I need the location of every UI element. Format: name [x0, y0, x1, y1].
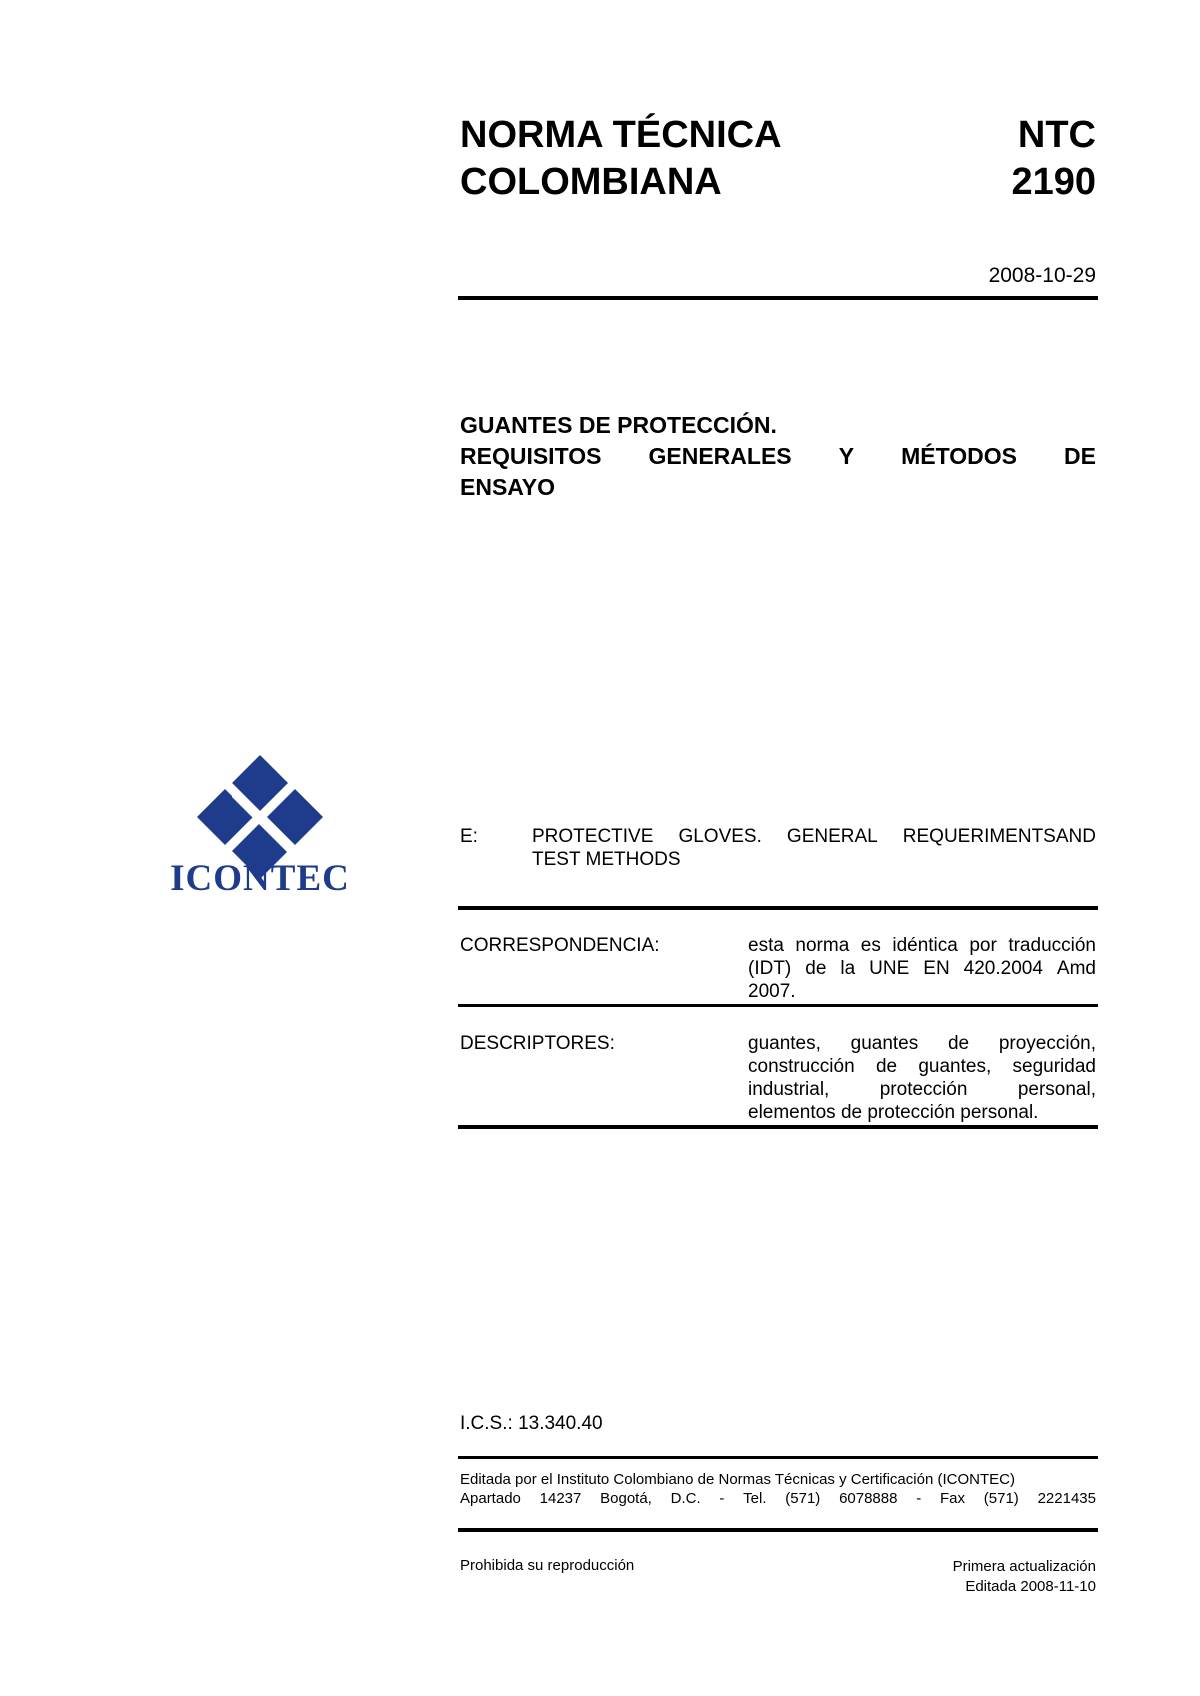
word: de — [875, 1056, 898, 1077]
word: - — [916, 1490, 922, 1507]
descriptores-divider — [458, 1125, 1098, 1129]
word: construcción — [748, 1056, 855, 1077]
icontec-logo — [170, 755, 350, 905]
word: protección — [879, 1079, 968, 1100]
word: guantes, — [748, 1033, 821, 1054]
publisher-divider — [458, 1528, 1098, 1532]
word: proyección, — [998, 1033, 1096, 1054]
word: seguridad — [1012, 1056, 1096, 1077]
document-title — [460, 410, 1096, 503]
word: Fax — [940, 1490, 966, 1507]
word: idéntica — [892, 935, 958, 956]
edition-update: Primera actualización — [952, 1558, 1096, 1575]
standard-code-number: 2190 — [1011, 161, 1096, 203]
correspondencia-label: CORRESPONDENCIA: — [460, 935, 660, 956]
title-line-1: GUANTES DE PROTECCIÓN. — [460, 412, 777, 438]
word: Y — [838, 443, 855, 469]
correspondencia-value — [748, 934, 1096, 1003]
word: PROTECTIVE — [532, 826, 654, 847]
word: norma — [795, 935, 850, 956]
icontec-wordmark: ICONTEC — [170, 858, 350, 899]
word: de — [805, 958, 827, 979]
english-label: E: — [460, 826, 478, 847]
word: de — [947, 1033, 970, 1054]
word: DE — [1064, 443, 1096, 469]
ics-code: I.C.S.: 13.340.40 — [460, 1413, 603, 1434]
standard-type-line1: NORMA TÉCNICA — [460, 114, 782, 156]
descriptores-value — [748, 1032, 1096, 1124]
english-divider — [458, 906, 1098, 910]
word: Apartado — [460, 1490, 521, 1507]
word: GENERALES — [648, 443, 792, 469]
reproduction-notice: Prohibida su reproducción — [460, 1557, 635, 1574]
ratification-date: 2008-10-29 — [988, 264, 1096, 287]
publisher-info — [460, 1470, 1096, 1508]
word: Tel. — [743, 1490, 767, 1507]
word: (571) — [785, 1490, 821, 1507]
word: (571) — [983, 1490, 1019, 1507]
correspondencia-line-3: 2007. — [748, 981, 796, 1002]
word: Bogotá, — [600, 1490, 652, 1507]
descriptores-label: DESCRIPTORES: — [460, 1033, 615, 1054]
publisher-line-2 — [460, 1489, 1096, 1508]
descriptores-line-1 — [748, 1032, 1096, 1055]
word: 2221435 — [1037, 1490, 1096, 1507]
correspondencia-line-2 — [748, 957, 1096, 980]
word: industrial, — [748, 1079, 830, 1100]
english-title — [532, 825, 1096, 871]
standard-code-prefix: NTC — [1017, 114, 1096, 156]
word: (IDT) — [748, 958, 792, 979]
publisher-line-1: Editada por el Instituto Colombiano de Normas Técnicas y Certificación (ICONTEC) — [460, 1471, 1015, 1488]
word: traducción — [1008, 935, 1096, 956]
edition-date: Editada 2008-11-10 — [965, 1578, 1096, 1595]
word: por — [969, 935, 997, 956]
word: REQUISITOS — [460, 443, 602, 469]
english-title-line-1 — [532, 825, 1096, 848]
correspondencia-line-1 — [748, 934, 1096, 957]
descriptores-line-4: elementos de protección personal. — [748, 1102, 1039, 1123]
word: la — [840, 958, 856, 979]
title-line-2 — [460, 441, 1096, 472]
word: REQUERIMENTSAND — [902, 826, 1096, 847]
standard-code — [1011, 112, 1096, 206]
word: 6078888 — [839, 1490, 898, 1507]
word: guantes, — [918, 1056, 992, 1077]
standard-type-line2: COLOMBIANA — [460, 161, 722, 203]
header-divider — [458, 296, 1098, 300]
descriptores-line-3 — [748, 1078, 1096, 1101]
english-title-line-2: TEST METHODS — [532, 849, 681, 870]
word: es — [860, 935, 881, 956]
ics-divider — [458, 1456, 1098, 1459]
word: MÉTODOS — [901, 443, 1017, 469]
word: personal, — [1017, 1079, 1096, 1100]
correspondencia-divider — [458, 1004, 1098, 1007]
word: 420.2004 — [963, 958, 1043, 979]
word: esta — [748, 935, 784, 956]
word: Amd — [1056, 958, 1096, 979]
edition-info — [953, 1557, 1096, 1597]
title-line-3: ENSAYO — [460, 474, 556, 500]
word: GENERAL — [786, 826, 878, 847]
word: 14237 — [539, 1490, 582, 1507]
word: - — [719, 1490, 725, 1507]
word: D.C. — [670, 1490, 701, 1507]
word: GLOVES. — [678, 826, 762, 847]
descriptores-line-2 — [748, 1055, 1096, 1078]
standard-type-title — [460, 112, 782, 206]
word: UNE — [869, 958, 910, 979]
word: guantes — [850, 1033, 919, 1054]
word: EN — [923, 958, 950, 979]
